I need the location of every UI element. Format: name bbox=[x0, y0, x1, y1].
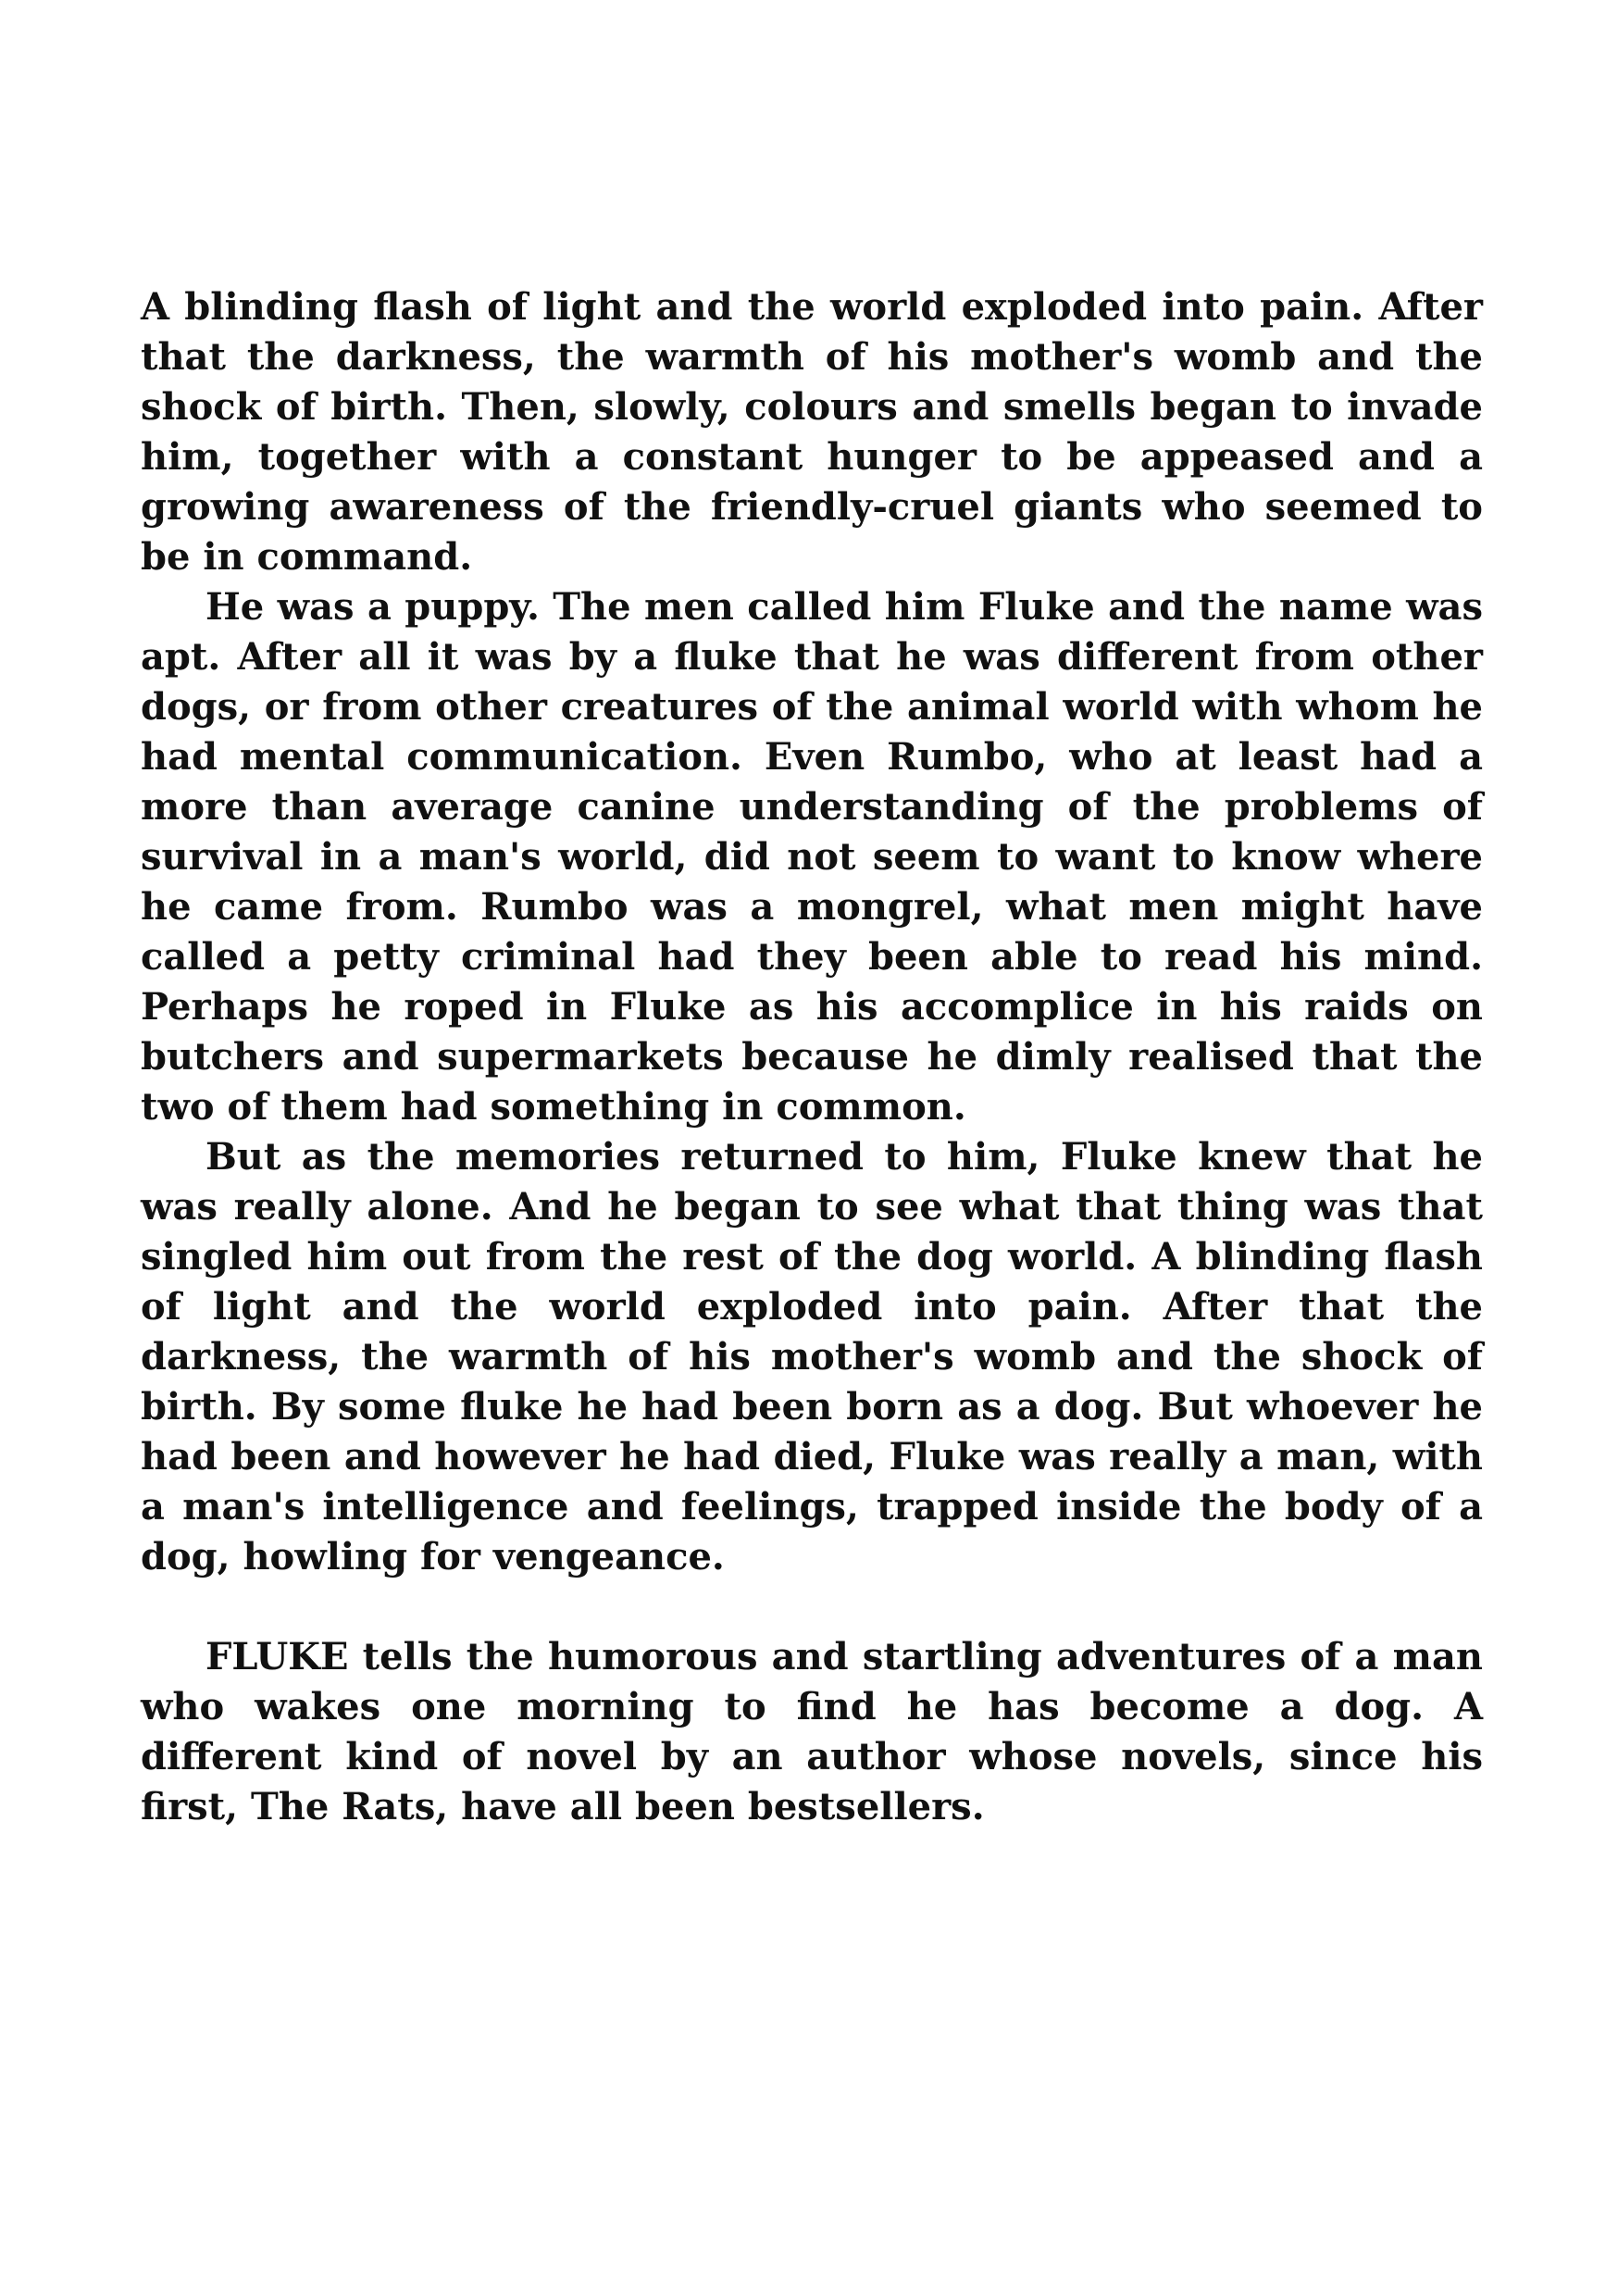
paragraph-puppy: He was a puppy. The men called him Fluke and the name was apt. After all it was by a fluke that he was different from other dogs, or from other creatures of the animal world with whom he had mental communication. Even Rumbo, who at least had a more than average canine understanding of the problems of survival in a man's world, did not seem to want to know where he came from. Rumbo was a mongrel, what men might have called a petty criminal had they been able to read his mind. Perhaps he roped in Fluke as his accomplice in his raids on butchers and supermarkets because he dimly realised that the two of them had something in common. bbox=[141, 585, 1483, 1129]
paragraph-memories: But as the memories returned to him, Fluke knew that he was really alone. And he began to see what that thing was that singled him out from the rest of the dog world. A blinding flash of light and the world exploded into pain. After that the darkness, the warmth of his mother's womb and the shock of birth. By some fluke he had been born as a dog. But whoever he had been and however he had died, Fluke was really a man, with a man's intelligence and feelings, trapped inside the body of a dog, howling for vengeance. bbox=[141, 1135, 1483, 1578]
paragraph-opening: A blinding flash of light and the world exploded into pain. After that the darkness, the warmth of his mother's womb and the shock of birth. Then, slowly, colours and smells began to invade him, together with a constant hunger to be appeased and a growing awareness of the friendly-cruel giants who seemed to be in command. bbox=[141, 285, 1483, 579]
blurb-paragraph: FLUKE tells the humorous and startling adventures of a man who wakes one morning to find he has become a dog. A different kind of novel by an author whose novels, since his first, The Rats, have all been bestsellers. bbox=[141, 1635, 1483, 1828]
back-cover-text bbox=[141, 282, 1483, 1832]
paragraph-spacer bbox=[141, 1582, 1483, 1632]
